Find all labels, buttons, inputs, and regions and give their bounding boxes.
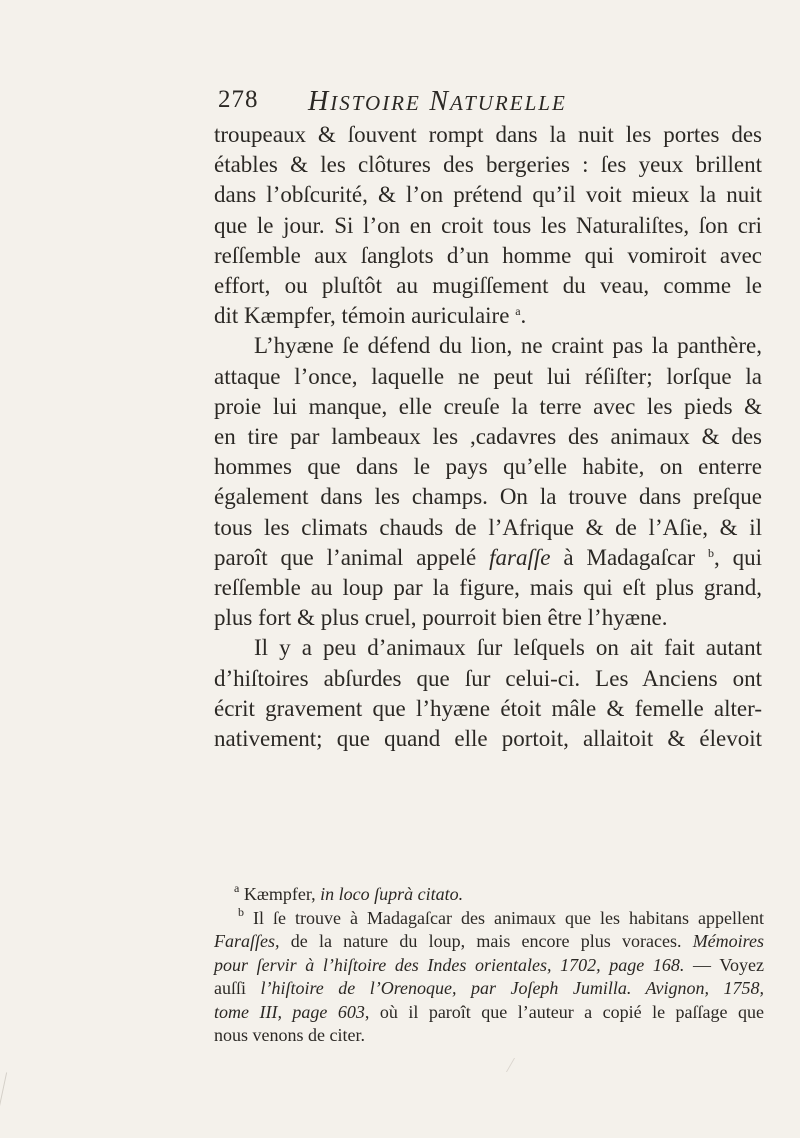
text-line: nativement; que quand elle portoit, allaitoit & élevoit (214, 726, 762, 752)
text-segment: paroît que l’animal appelé (214, 544, 477, 570)
text-segment: de la nature du loup, mais encore plus voraces. (290, 931, 682, 951)
text-italic: Faraſſes, (214, 931, 280, 951)
text-segment: auſſi (214, 978, 246, 998)
text-segment: . (520, 303, 527, 329)
text-line: reſſemble au loup par la figure, mais qui eſt plus grand, (214, 575, 762, 601)
text-line: en tire par lambeaux les ,cadavres des animaux & des (214, 424, 762, 450)
text-line: plus fort & plus cruel, pourroit bien être l’hyæne. (214, 605, 668, 631)
text-italic: l’hiſtoire de l’Orenoque, par Joſeph Jumilla. Avignon, 1758, (260, 978, 764, 998)
text-line: troupeaux & ſouvent rompt dans la nuit les portes des (214, 122, 762, 147)
page-number: 278 (218, 86, 259, 113)
text-line: hommes que dans le pays qu’elle habite, on enterre (214, 454, 762, 480)
text-line: Il y a peu d’animaux ſur leſquels on ait fait autant (254, 635, 762, 661)
footnote-b-line (214, 904, 764, 931)
text-line (214, 543, 762, 573)
footnote-b-line (214, 930, 764, 954)
text-line: reſſemble aux ſanglots d’un homme qui vomiroit avec (214, 242, 762, 268)
footnote-b-line: nous venons de citer. (214, 1025, 365, 1045)
text-italic: Mémoires (692, 931, 765, 951)
text-italic: faraſſe (489, 544, 551, 570)
footnotes (214, 883, 764, 1048)
margin-mark (0, 1072, 10, 1112)
text-line: tous les climats chauds de l’Afrique & de l’Aſie, & il (214, 514, 762, 540)
footnote-b-line (214, 977, 764, 1001)
text-segment: , où il paroît que l’auteur a copié le paſſage que (364, 1001, 764, 1022)
text-segment: Kæmpfer, (243, 884, 316, 904)
footnote-ref-a: a (515, 304, 521, 319)
paper-smudge (506, 1058, 535, 1072)
body-text (214, 120, 762, 754)
text-segment: dit Kæmpfer, témoin auriculaire (214, 303, 510, 329)
text-segment: à Madagaſcar (550, 544, 696, 570)
text-line: que le jour. Si l’on en croit tous les Naturaliſtes, ſon cri (214, 212, 762, 238)
text-line: effort, ou pluſtôt au mugiſſement du veau, comme le (214, 273, 762, 299)
running-title-text: HISTOIRE NATURELLE (308, 86, 567, 117)
text-segment: , qui (713, 544, 762, 570)
text-italic: tome III, page 603 (214, 1001, 365, 1022)
footnote-a (214, 883, 764, 907)
footnote-mark: a (234, 881, 240, 895)
text-line (214, 301, 762, 331)
text-line: proie lui manque, elle creuſe la terre avec les pieds & (214, 393, 762, 419)
text-line: attaque l’once, laquelle ne peut lui réſiſter; lorſque la (214, 363, 762, 389)
text-italic: pour ſervir à l’hiſtoire des Indes orientales, 1702, page 168. (214, 954, 685, 975)
text-line: étables & les clôtures des bergeries : ſes yeux brillent (214, 152, 762, 178)
page-header (218, 86, 638, 120)
text-segment: — Voyez (693, 954, 764, 975)
text-line: L’hyæne ſe défend du lion, ne craint pas la panthère, (254, 333, 762, 359)
footnote-b-line (214, 1001, 764, 1025)
text-line: d’hiſtoires abſurdes que ſur celui-ci. Les Anciens ont (214, 665, 762, 691)
text-line: dans l’obſcurité, & l’on prétend qu’il voit mieux la nuit (214, 182, 762, 208)
footnote-b-line (214, 954, 764, 978)
text-segment: Il ſe trouve à Madagaſcar des animaux que les habitans appellent (253, 907, 764, 928)
footnote-mark: b (238, 904, 244, 919)
text-line: écrit gravement que l’hyæne étoit mâle & femelle alter- (214, 695, 762, 721)
text-line: également dans les champs. On la trouve dans preſque (214, 484, 762, 510)
text-italic: in loco ſuprà citato. (320, 884, 464, 904)
footnote-ref-b: b (707, 545, 714, 560)
running-title (308, 86, 567, 118)
